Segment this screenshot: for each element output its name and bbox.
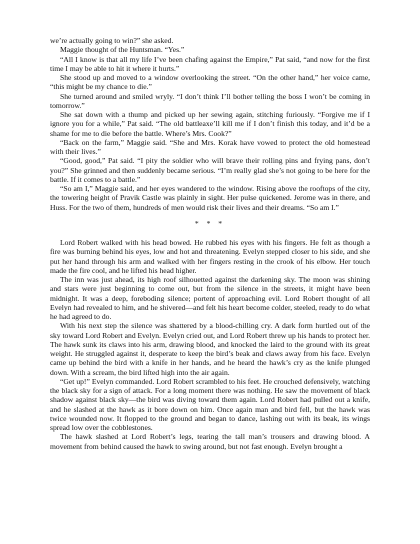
- paragraph: She sat down with a thump and picked up her sewing again, stitching furiously. “Forgive me if I ignore you for a while,” Pat said. “The old battleaxe’ll kill me if I don’t finish this today, and it’d be a shame for me to die before the battle. Where’s Mrs. Cook?”: [50, 110, 370, 138]
- section-break: * * *: [194, 218, 226, 228]
- paragraph: we’re actually going to win?” she asked.: [50, 36, 174, 45]
- paragraph: “Get up!” Evelyn commanded. Lord Robert scrambled to his feet. He crouched defensively, watching the black sky for a sign of attack. For a long moment there was nothing. He saw the movement of black shadow against black sky—the bird was diving toward them again. Lord Robert had pulled out a knife, and he slashed at the hawk as it bore down on him. Once again man and bird fell, but the hawk was twice wounded now. It flopped to the ground and began to dance, lashing out with its beak, its wings spread low over the cobblestones.: [50, 376, 370, 432]
- paragraph: “All I know is that all my life I’ve been chafing against the Empire,” Pat said, “and now for the first time I may be able to hit it where it hurts.”: [50, 54, 370, 73]
- paragraph: Maggie thought of the Huntsman. “Yes.”: [60, 45, 185, 55]
- paragraph: She stood up and moved to a window overlooking the street. “On the other hand,” her voice came, “this might be my chance to die.”: [50, 73, 370, 92]
- paragraph: The hawk slashed at Lord Robert’s legs, tearing the tall man’s trousers and drawing blood. A movement from behind caused the hawk to swing around, but not fast enough. Evelyn brought a: [50, 432, 370, 451]
- paragraph: The inn was just ahead, its high roof silhouetted against the darkening sky. The moon was shining and stars were just beginning to come out, but from the silence in the streets, it might have been midnight. It was a deep, foreboding silence; portent of approaching evil. Lord Robert thought of all Evelyn had revealed to him, and he shivered—and felt his heart become colder, steeled, ready to do what he had agreed to do.: [50, 275, 370, 321]
- section-one: [50, 36, 370, 212]
- book-page: [50, 36, 370, 451]
- paragraph: “Back on the farm,” Maggie said. “She and Mrs. Korak have vowed to protect the old homestead with their lives.”: [50, 137, 370, 156]
- paragraph: She turned around and smiled wryly. “I don’t think I’ll bother telling the boss I won’t be coming in tomorrow.”: [50, 91, 370, 110]
- paragraph: “Good, good,” Pat said. “I pity the soldier who will brave their rolling pins and frying pans, don’t you?” She grinned and then suddenly became serious. “I’m really glad she’s not going to be here for the battle. If it comes to a battle.”: [50, 156, 370, 184]
- paragraph: “So am I,” Maggie said, and her eyes wandered to the window. Rising above the rooftops of the city, the towering height of Pravik Castle was plainly in sight. Her pulse quickened. Jerome was in there, and Huss. For the two of them, hundreds of men would risk their lives and their dreams. “So am I.”: [50, 184, 370, 212]
- section-two: [50, 238, 370, 451]
- paragraph: Lord Robert walked with his head bowed. He rubbed his eyes with his fingers. He felt as though a fire was burning behind his eyes, low and hot and threatening. Evelyn stepped closer to his side, and she put her hand through his arm and walked with her fingers resting in the crook of his elbow. Her touch made the fire cool, and he lifted his head higher.: [50, 238, 370, 275]
- paragraph: With his next step the silence was shattered by a blood-chilling cry. A dark form hurtled out of the sky toward Lord Robert and Evelyn. Evelyn cried out, and Lord Robert threw up his hands to protect her. The hawk sunk its claws into his arm, drawing blood, and knocked the laird to the ground with its great weight. He struggled against it, desperate to keep the bird’s beak and claws away from his face. Evelyn came up behind the bird with a knife in her hands, and he heard the hawk’s cry as the knife plunged down. With a scream, the bird lifted high into the air again.: [50, 321, 370, 377]
